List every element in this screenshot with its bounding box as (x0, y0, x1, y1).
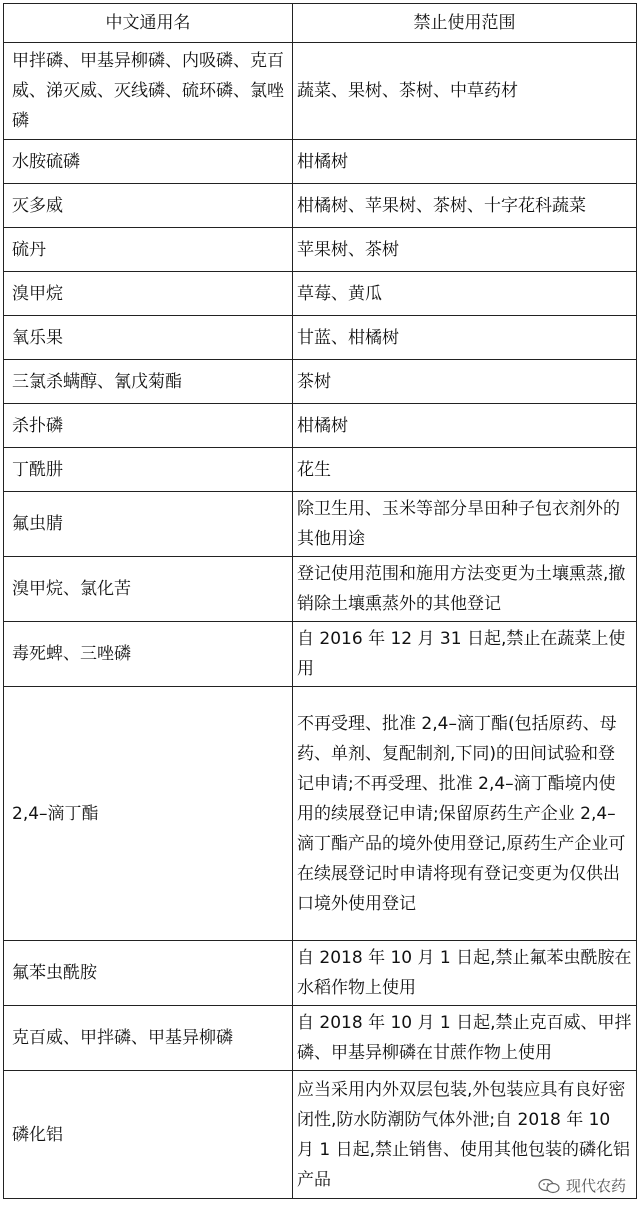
banned-scope: 自 2018 年 10 月 1 日起,禁止克百威、甲拌磷、甲基异柳磷在甘蔗作物上使用 (293, 1006, 637, 1071)
table-row (4, 492, 637, 557)
pesticide-name: 氧乐果 (4, 316, 293, 360)
header-banned-scope: 禁止使用范围 (293, 4, 637, 43)
banned-scope: 花生 (293, 448, 637, 492)
wechat-watermark (536, 1175, 628, 1196)
pesticide-name: 氟虫腈 (4, 492, 293, 557)
table-row (4, 448, 637, 492)
banned-scope: 柑橘树 (293, 140, 637, 184)
banned-scope: 柑橘树 (293, 404, 637, 448)
table-row (4, 941, 637, 1006)
banned-scope: 登记使用范围和施用方法变更为土壤熏蒸,撤销除土壤熏蒸外的其他登记 (293, 557, 637, 622)
pesticide-name: 毒死蜱、三唑磷 (4, 622, 293, 687)
pesticide-name: 水胺硫磷 (4, 140, 293, 184)
banned-scope: 不再受理、批准 2,4–滴丁酯(包括原药、母药、单剂、复配制剂,下同)的田间试验和登记申请;不再受理、批准 2,4–滴丁酯境内使用的续展登记申请;保留原药生产企业 2,4–滴丁酯产品的境外使用登记,原药生产企业可在续展登记时申请将现有登记变更为仅供出口境外使用登记 (293, 687, 637, 941)
banned-scope: 除卫生用、玉米等部分旱田种子包衣剂外的其他用途 (293, 492, 637, 557)
banned-scope: 自 2016 年 12 月 31 日起,禁止在蔬菜上使用 (293, 622, 637, 687)
pesticide-name: 溴甲烷 (4, 272, 293, 316)
banned-scope: 苹果树、茶树 (293, 228, 637, 272)
table-row (4, 404, 637, 448)
table-row (4, 360, 637, 404)
wechat-icon (538, 1178, 560, 1194)
header-common-name: 中文通用名 (4, 4, 293, 43)
table-row (4, 622, 637, 687)
pesticide-name: 灭多威 (4, 184, 293, 228)
banned-scope: 应当采用内外双层包装,外包装应具有良好密闭性,防水防潮防气体外泄;自 2018 年 10 月 1 日起,禁止销售、使用其他包装的磷化铝产品 (293, 1071, 637, 1199)
pesticide-name: 2,4–滴丁酯 (4, 687, 293, 941)
watermark-text: 现代农药 (565, 1177, 626, 1195)
pesticide-name: 三氯杀螨醇、氰戊菊酯 (4, 360, 293, 404)
pesticide-name: 克百威、甲拌磷、甲基异柳磷 (4, 1006, 293, 1071)
banned-scope: 甘蓝、柑橘树 (293, 316, 637, 360)
pesticide-name: 丁酰肼 (4, 448, 293, 492)
table-row (4, 316, 637, 360)
table-row (4, 43, 637, 140)
banned-scope: 柑橘树、苹果树、茶树、十字花科蔬菜 (293, 184, 637, 228)
table-row (4, 228, 637, 272)
table-row (4, 687, 637, 941)
banned-scope: 蔬菜、果树、茶树、中草药材 (293, 43, 637, 140)
banned-scope: 自 2018 年 10 月 1 日起,禁止氟苯虫酰胺在水稻作物上使用 (293, 941, 637, 1006)
table-row (4, 557, 637, 622)
banned-scope: 草莓、黄瓜 (293, 272, 637, 316)
pesticide-name: 磷化铝 (4, 1071, 293, 1199)
pesticide-name: 甲拌磷、甲基异柳磷、内吸磷、克百威、涕灭威、灭线磷、硫环磷、氯唑磷 (4, 43, 293, 140)
table-row (4, 1006, 637, 1071)
table-row (4, 184, 637, 228)
table-row (4, 272, 637, 316)
table-header-row (4, 4, 637, 43)
banned-scope: 茶树 (293, 360, 637, 404)
pesticide-name: 溴甲烷、氯化苦 (4, 557, 293, 622)
pesticide-ban-table (3, 3, 637, 1199)
pesticide-name: 杀扑磷 (4, 404, 293, 448)
table-row (4, 140, 637, 184)
pesticide-name: 硫丹 (4, 228, 293, 272)
pesticide-name: 氟苯虫酰胺 (4, 941, 293, 1006)
